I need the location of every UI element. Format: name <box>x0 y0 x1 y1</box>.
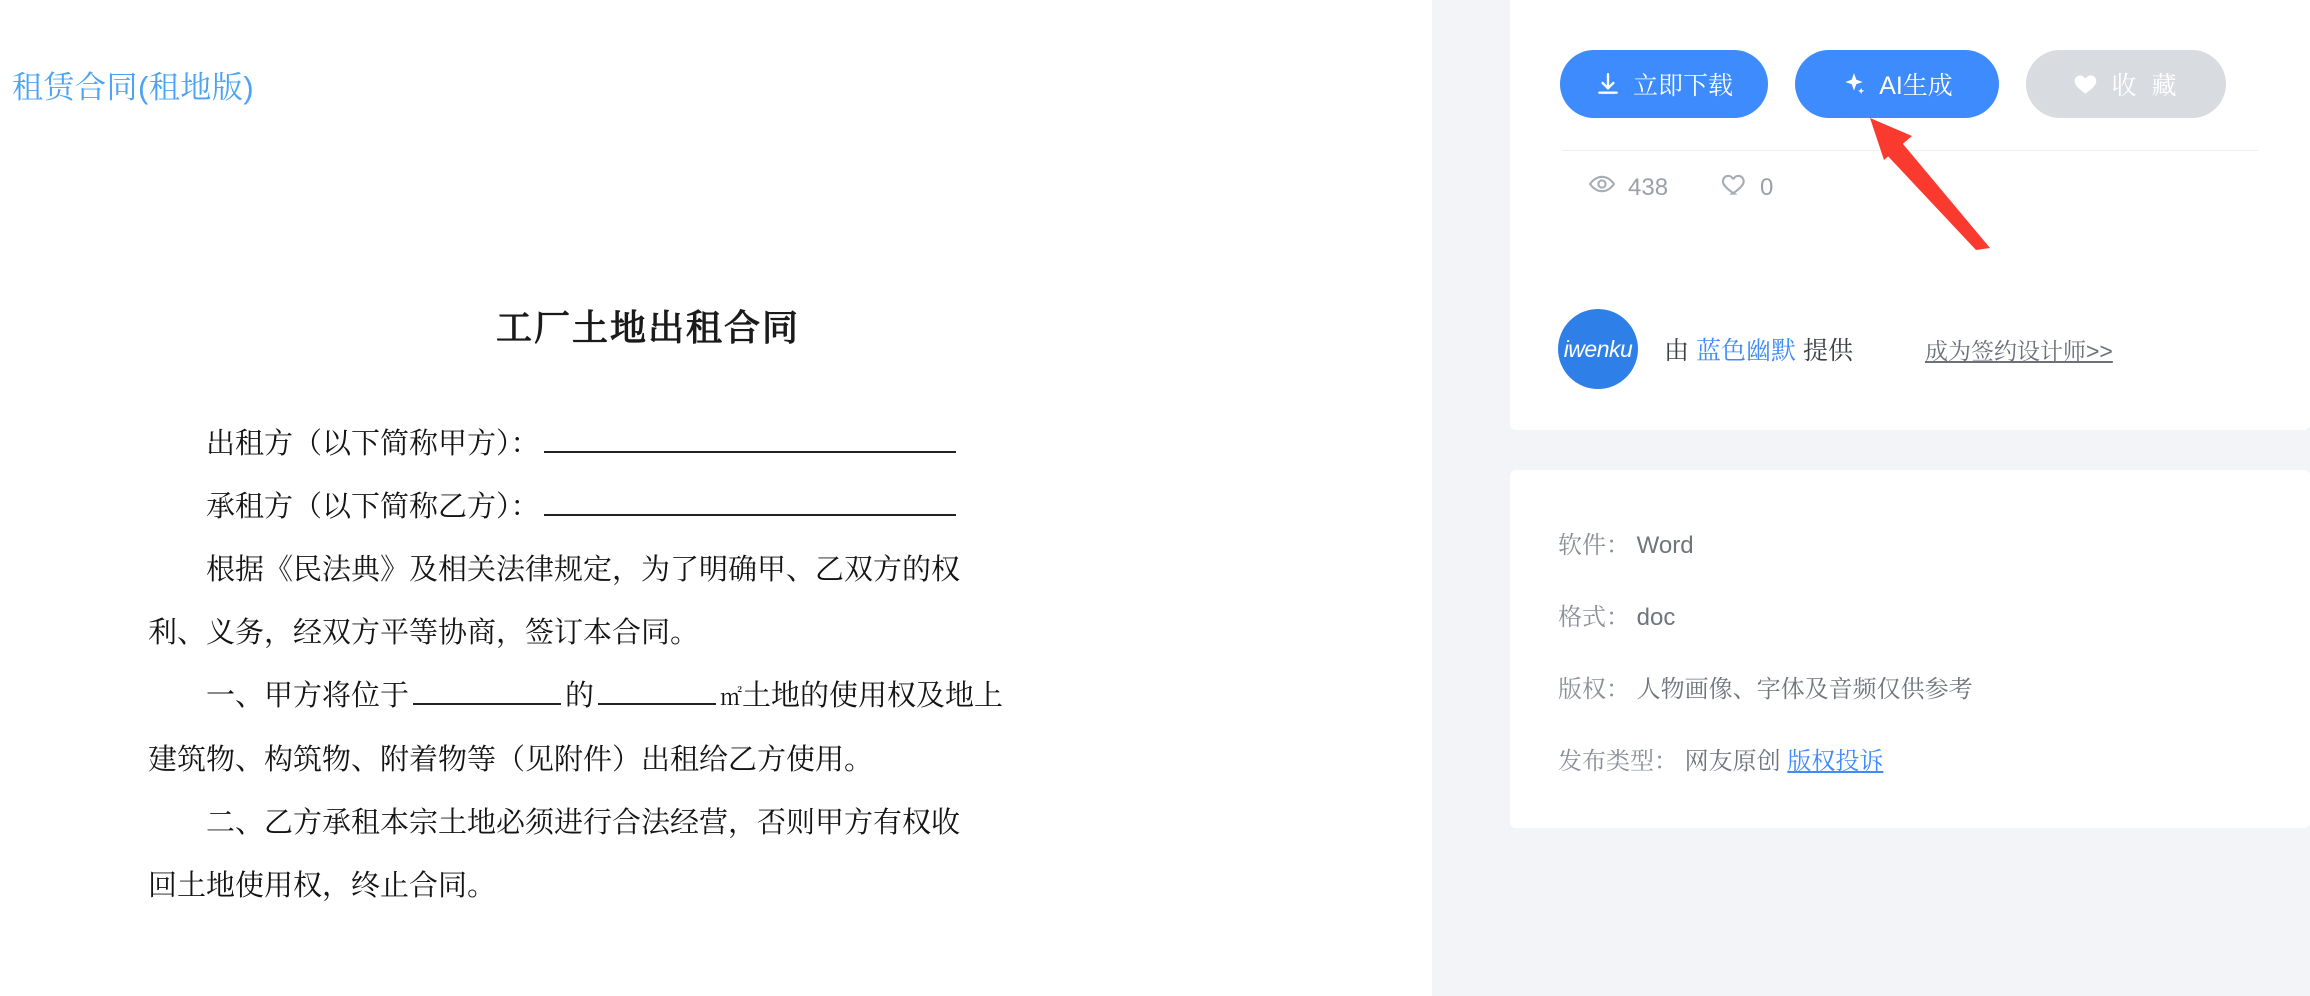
sidebar-gutter <box>1432 0 1510 996</box>
likes-stat <box>1720 170 1773 205</box>
lessor-blank <box>544 421 956 453</box>
heart-icon <box>2072 70 2100 98</box>
clause1-text-a: 一、甲方将位于 <box>206 680 410 712</box>
avatar[interactable]: iwenku <box>1558 309 1638 389</box>
clause1-blank-1 <box>413 673 561 705</box>
meta-row-software <box>1558 510 2310 582</box>
document-line-clause1-b: 建筑物、构筑物、附着物等（见附件）出租给乙方使用。 <box>148 744 874 776</box>
clause1-unit: ㎡ <box>720 685 743 710</box>
document-line-lessor <box>148 413 1148 476</box>
publish-label: 发布类型： <box>1558 748 1678 775</box>
file-meta-card <box>1510 470 2310 828</box>
document-line-basis-2: 利、义务，经双方平等协商，签订本合同。 <box>148 617 700 649</box>
ai-generate-button-label: AI生成 <box>1879 72 1953 100</box>
download-button[interactable] <box>1560 50 1768 118</box>
author-suffix: 提供 <box>1802 337 1853 365</box>
document-body <box>148 413 1148 918</box>
meta-row-format <box>1558 582 2310 654</box>
software-label: 软件： <box>1558 532 1630 559</box>
lessee-label: 承租方（以下简称乙方）： <box>206 491 540 523</box>
clause1-text-c: 土地的使用权及地上 <box>742 680 1004 712</box>
author-card <box>1510 268 2310 430</box>
document-heading: 工厂土地出租合同 <box>495 308 800 348</box>
likes-count: 0 <box>1760 173 1774 201</box>
document-line-clause2-a: 二、乙方承租本宗土地必须进行合法经营，否则甲方有权收 <box>206 807 961 839</box>
actions-divider <box>1562 150 2258 151</box>
views-stat <box>1588 170 1668 205</box>
views-count: 438 <box>1628 173 1669 201</box>
eye-icon <box>1588 170 1616 205</box>
copyright-value: 人物画像、字体及音频仅供参考 <box>1636 676 1973 703</box>
lessee-blank <box>544 484 956 516</box>
action-button-row <box>1560 50 2226 118</box>
heart-outline-icon <box>1720 170 1748 205</box>
author-prefix: 由 <box>1664 337 1690 365</box>
download-button-label: 立即下载 <box>1632 72 1733 100</box>
favorite-button-label: 收 藏 <box>2111 72 2181 100</box>
author-name-link[interactable]: 蓝色幽默 <box>1695 337 1796 365</box>
document-line-basis-1: 根据《民法典》及相关法律规定，为了明确甲、乙双方的权 <box>206 554 961 586</box>
favorite-button[interactable] <box>2026 50 2226 118</box>
become-designer-link[interactable]: 成为签约设计师>> <box>1924 337 2113 364</box>
author-attribution <box>1664 331 1853 367</box>
clause1-text-b: 的 <box>565 680 595 712</box>
sidebar-column <box>1432 0 2310 996</box>
format-value: doc <box>1636 604 1676 631</box>
copyright-report-link[interactable]: 版权投诉 <box>1787 748 1884 775</box>
sparkle-icon <box>1841 71 1867 97</box>
meta-row-copyright <box>1558 654 2310 726</box>
document-line-clause1-a <box>148 665 1148 729</box>
copyright-label: 版权： <box>1558 676 1630 703</box>
publish-value: 网友原创 <box>1684 748 1781 775</box>
stats-row <box>1588 170 1773 205</box>
meta-row-publish <box>1558 726 2310 798</box>
page-title: 租赁合同(租地版) <box>12 70 255 105</box>
format-label: 格式： <box>1558 604 1630 631</box>
document-line-lessee <box>148 476 1148 539</box>
document-line-clause2-b: 回土地使用权，终止合同。 <box>148 870 497 902</box>
actions-card <box>1510 0 2310 282</box>
author-row <box>1510 268 2310 430</box>
document-page <box>148 300 1148 918</box>
lessor-label: 出租方（以下简称甲方）： <box>206 428 540 460</box>
clause1-blank-2 <box>598 673 716 705</box>
software-value: Word <box>1636 532 1694 559</box>
ai-generate-button[interactable] <box>1795 50 1999 118</box>
download-icon <box>1595 71 1621 97</box>
